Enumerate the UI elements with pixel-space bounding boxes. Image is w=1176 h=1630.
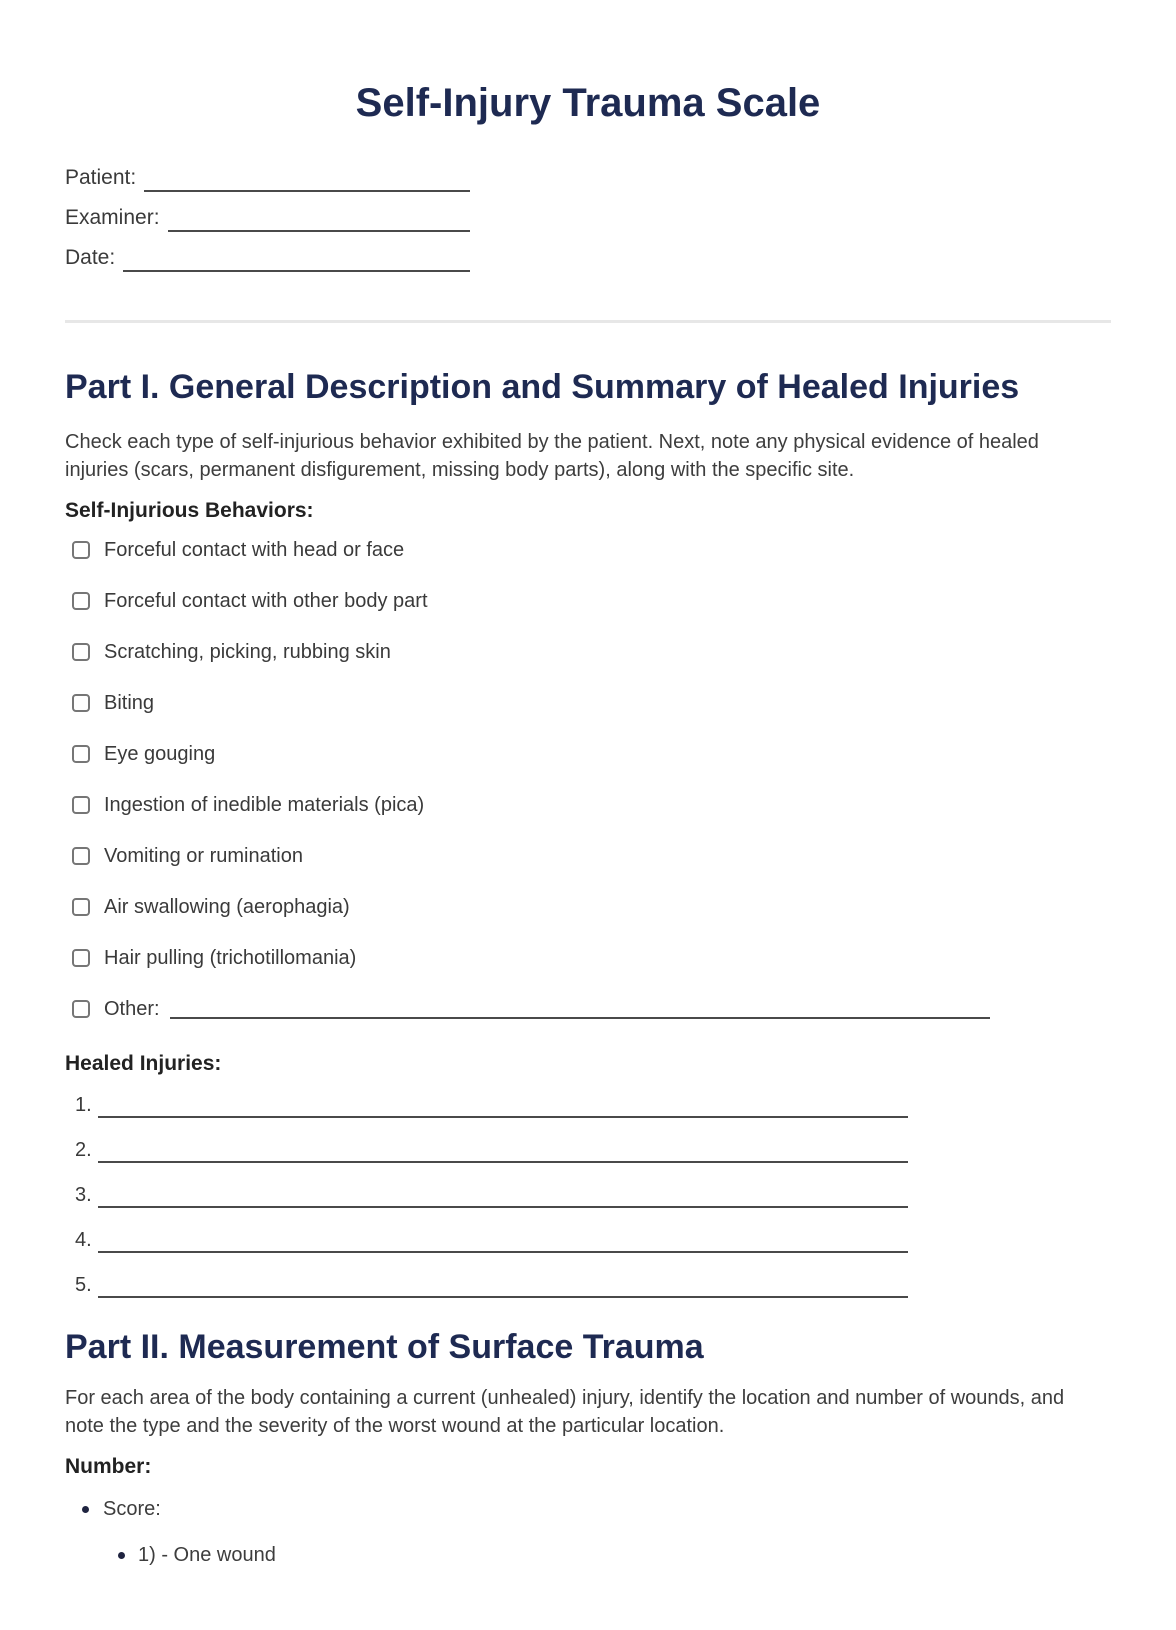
healed-injury-row [75, 1182, 908, 1208]
patient-label: Patient: [65, 166, 137, 189]
behavior-label: Forceful contact with head or face [104, 539, 405, 561]
behavior-label: Biting [104, 692, 155, 714]
behavior-checkbox[interactable] [72, 847, 90, 865]
healed-injury-input-line[interactable] [98, 1096, 908, 1118]
behavior-item [65, 946, 1111, 970]
other-input-line[interactable] [170, 999, 990, 1019]
bullet-icon [118, 1552, 125, 1559]
part1-intro: Check each type of self-injurious behavior exhibited by the patient. Next, note any physical evidence of healed injuries (scars, permanent disfigurement, missing body parts), along with the specific site. [65, 431, 1039, 481]
part2-intro: For each area of the body containing a current (unhealed) injury, identify the location and number of wounds, and note the type and the severity of the worst wound at the particular location. [65, 1387, 1065, 1437]
score-bullet-item [65, 1496, 1111, 1522]
examiner-field-row [65, 204, 470, 232]
healed-injury-row [75, 1272, 908, 1298]
behavior-checkbox[interactable] [72, 541, 90, 559]
part1-heading: Part I. General Description and Summary of Healed Injuries [65, 368, 1020, 406]
behavior-label: Forceful contact with other body part [104, 590, 428, 612]
healed-injuries-heading: Healed Injuries: [65, 1052, 222, 1075]
healed-injury-input-line[interactable] [98, 1276, 908, 1298]
score-label: Score: [103, 1497, 161, 1520]
behavior-checkbox[interactable] [72, 898, 90, 916]
behavior-label: Eye gouging [104, 743, 216, 765]
behavior-label: Vomiting or rumination [104, 845, 303, 867]
bullet-icon [82, 1506, 89, 1513]
healed-injury-row [75, 1137, 908, 1163]
examiner-label: Examiner: [65, 206, 160, 229]
row-number: 2. [75, 1139, 92, 1161]
behavior-checkbox[interactable] [72, 796, 90, 814]
behavior-item [65, 691, 1111, 715]
behavior-item-other [65, 997, 1111, 1021]
behavior-item [65, 895, 1111, 919]
behavior-checkbox[interactable] [72, 745, 90, 763]
score-sub-item [65, 1542, 1111, 1568]
healed-injury-row [75, 1227, 908, 1253]
document-title: Self-Injury Trauma Scale [355, 81, 821, 125]
row-number: 3. [75, 1184, 92, 1206]
behavior-item [65, 538, 1111, 562]
part2-heading: Part II. Measurement of Surface Trauma [65, 1328, 704, 1366]
row-number: 4. [75, 1229, 92, 1251]
row-number: 5. [75, 1274, 92, 1296]
number-heading: Number: [65, 1455, 152, 1478]
behavior-checkbox[interactable] [72, 1000, 90, 1018]
behaviors-heading: Self-Injurious Behaviors: [65, 499, 314, 522]
healed-injury-input-line[interactable] [98, 1231, 908, 1253]
row-number: 1. [75, 1094, 92, 1116]
healed-injury-row [75, 1092, 908, 1118]
behavior-label: Air swallowing (aerophagia) [104, 896, 350, 918]
behavior-label: Scratching, picking, rubbing skin [104, 641, 391, 663]
behavior-label: Other: [104, 998, 160, 1020]
examiner-input-line[interactable] [168, 208, 470, 232]
behavior-checkbox[interactable] [72, 592, 90, 610]
behavior-item [65, 640, 1111, 664]
behavior-checkbox[interactable] [72, 694, 90, 712]
healed-injury-input-line[interactable] [98, 1141, 908, 1163]
behavior-label: Hair pulling (trichotillomania) [104, 947, 357, 969]
behavior-label: Ingestion of inedible materials (pica) [104, 794, 425, 816]
section-divider [65, 320, 1111, 323]
behavior-item [65, 844, 1111, 868]
behaviors-list [65, 538, 1111, 1021]
healed-injuries-list [65, 1092, 908, 1298]
date-input-line[interactable] [123, 248, 470, 272]
date-label: Date: [65, 246, 116, 269]
patient-field-row [65, 164, 470, 192]
header-fields [65, 164, 1111, 272]
date-field-row [65, 244, 470, 272]
behavior-checkbox[interactable] [72, 949, 90, 967]
behavior-item [65, 793, 1111, 817]
healed-injury-input-line[interactable] [98, 1186, 908, 1208]
patient-input-line[interactable] [144, 168, 470, 192]
document-page [65, 82, 1111, 1568]
behavior-item [65, 589, 1111, 613]
behavior-item [65, 742, 1111, 766]
score-item-label: 1) - One wound [138, 1543, 276, 1566]
behavior-checkbox[interactable] [72, 643, 90, 661]
